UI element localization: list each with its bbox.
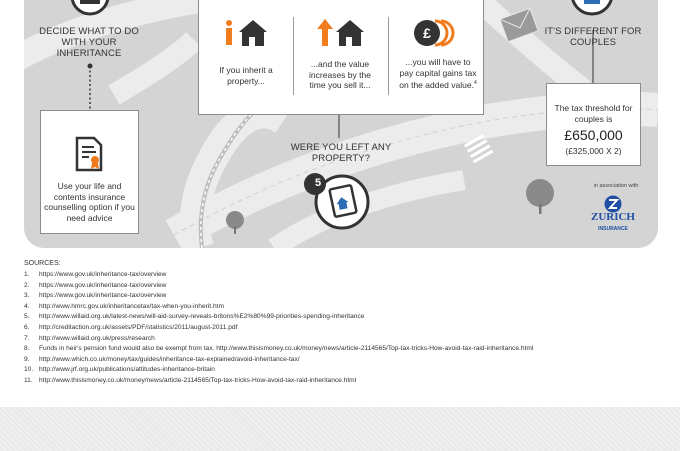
page-footer-band	[0, 407, 680, 451]
insurance-document-icon	[74, 136, 104, 172]
sources-section	[24, 260, 664, 387]
source-item: 5. http://www.willaid.org.uk/latest-news/will-aid-survey-reveals-britons%E2%80%99-priorities-spending-inheritance	[24, 313, 365, 321]
threshold-breakdown: (£325,000 X 2)	[565, 146, 622, 156]
source-item: 11. http://www.thisismoney.co.uk/money/news/article-2114565/Top-tax-tricks-How-avoid-tax-raid-inheritance.html	[24, 376, 357, 384]
threshold-amount: £650,000	[564, 127, 623, 143]
sources-title: SOURCES:	[24, 260, 61, 267]
source-link[interactable]: http://www.thisismoney.co.uk/money/news/article-2114565/Top-tax-tricks-How-avoid-tax-raid-inheritance.html	[39, 376, 357, 384]
tree-icon	[526, 179, 554, 214]
step-capital-gains-text: ...you will have to pay capital gains tax on the added value.$^4$	[399, 57, 477, 90]
source-link[interactable]: http://www.hmrc.gov.uk/inheritancetax/tax-when-you-inherit.htm	[39, 302, 224, 310]
tree-icon	[226, 211, 244, 234]
life-insurance-text: Use your life and contents insurance counselling option if you need advice	[44, 181, 135, 223]
source-item: 10. http://www.jrf.org.uk/publications/attitudes-inheritance-britain	[24, 366, 215, 374]
step-inherit-text: If you inherit a property...	[219, 65, 273, 86]
infographic-panel	[24, 0, 658, 248]
property-steps-card	[198, 0, 484, 115]
source-item: 7. http://www.willaid.org.uk/press/research	[24, 334, 155, 342]
zurich-brand-sub: INSURANCE	[598, 226, 628, 232]
life-insurance-card	[40, 110, 139, 234]
left-property-heading: WERE YOU LEFT ANY PROPERTY?	[290, 142, 392, 164]
step-value-text: ...and the value increases by the time you sell it...	[309, 59, 371, 90]
source-link[interactable]: https://www.gov.uk/inheritance-tax/overview	[39, 271, 167, 278]
threshold-text: The tax threshold for couples is	[554, 103, 633, 124]
source-link[interactable]: https://www.gov.uk/inheritance-tax/overview	[39, 281, 167, 289]
source-item: 9. http://www.which.co.uk/money/tax/guides/inheritance-tax-explained/avoid-inheritance-tax/	[24, 355, 300, 363]
couples-threshold-card	[546, 83, 641, 166]
step-number-badge: 5	[314, 177, 322, 189]
source-item: 6. http://creditaction.org.uk/assets/PDF/statistics/2011/august-2011.pdf	[24, 323, 238, 331]
source-link[interactable]: http://www.jrf.org.uk/publications/attitudes-inheritance-britain	[39, 366, 215, 374]
source-link[interactable]: http://www.willaid.org.uk/latest-news/will-aid-survey-reveals-britons%E2%80%99-priorities-spending-inheritance	[39, 313, 365, 321]
value-increase-icon	[316, 18, 366, 48]
sources-list	[24, 270, 664, 387]
svg-text:£: £	[423, 25, 431, 41]
inherit-house-icon	[223, 18, 271, 48]
source-link[interactable]: Funds in heir's pension fund would also be exempt from tax. http://www.thisismoney.co.uk/money/news/article-2114565/Top-tax-tricks-How-avoid-tax-raid-inheritance.html	[39, 345, 534, 353]
source-item: 4. http://www.hmrc.gov.uk/inheritancetax/tax-when-you-inherit.htm	[24, 302, 224, 310]
source-item: 1. https://www.gov.uk/inheritance-tax/overview	[24, 271, 167, 278]
source-item: 3. https://www.gov.uk/inheritance-tax/overview	[24, 292, 167, 300]
association-text: in association with	[593, 183, 639, 189]
capital-gains-coin-icon	[413, 18, 459, 48]
source-link[interactable]: http://www.willaid.org.uk/press/research	[39, 334, 155, 342]
couples-heading: IT'S DIFFERENT FOR COUPLES	[544, 26, 642, 48]
source-link[interactable]: http://www.which.co.uk/money/tax/guides/inheritance-tax-explained/avoid-inheritance-tax/	[39, 355, 300, 363]
source-link[interactable]: http://creditaction.org.uk/assets/PDF/statistics/2011/august-2011.pdf	[39, 323, 238, 331]
source-item: 8. Funds in heir's pension fund would also be exempt from tax. http://www.thisismoney.co.uk/money/news/article-2114565/Top-tax-tricks-How-avoid-tax-raid-inheritance.html	[24, 345, 534, 353]
source-link[interactable]: https://www.gov.uk/inheritance-tax/overview	[39, 292, 167, 300]
decide-heading: DECIDE WHAT TO DO WITH YOUR INHERITANCE	[39, 26, 139, 59]
zurich-brand-name: ZURICH	[590, 211, 635, 223]
source-item: 2. https://www.gov.uk/inheritance-tax/overview	[24, 281, 167, 289]
